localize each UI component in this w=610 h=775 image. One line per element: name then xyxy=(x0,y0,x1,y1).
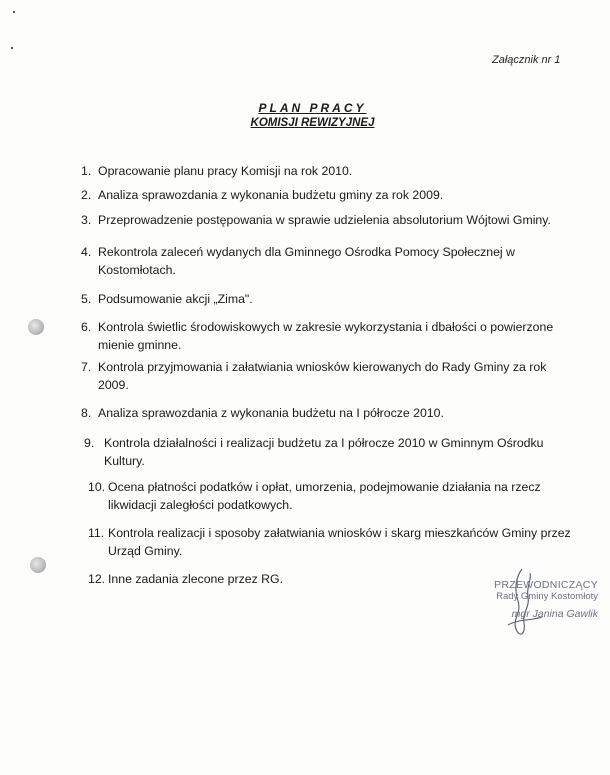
item-text: Podsumowanie akcji „Zima". xyxy=(98,292,253,306)
item-text: Kontrola działalności i realizacji budżetu za I półrocze 2010 w Gminnym Ośrodku Kultury. xyxy=(104,436,544,468)
item-text: Kontrola realizacji i sposoby załatwiania wniosków i skarg mieszkańców Gminy przez Urząd Gminy. xyxy=(108,526,571,558)
binder-hole xyxy=(28,319,44,335)
scan-speck xyxy=(13,11,15,13)
list-item xyxy=(78,290,578,308)
item-number: 6. xyxy=(81,320,92,334)
item-number: 2. xyxy=(81,188,92,202)
item-text: Kontrola świetlic środowiskowych w zakresie wykorzystania i dbałości o powierzone mienie gminne. xyxy=(98,320,554,352)
item-text: Analiza sprawozdania z wykonania budżetu gminy za rok 2009. xyxy=(98,188,444,202)
list-item xyxy=(78,434,558,470)
item-text: Ocena płatności podatków i opłat, umorzenia, podejmowanie działania na rzecz likwidacji zaległości podatkowych. xyxy=(108,480,541,512)
list-item xyxy=(78,524,578,560)
signature-stamp xyxy=(478,579,598,623)
scan-speck xyxy=(11,47,13,49)
list-item xyxy=(78,358,548,394)
title-komisji: KOMISJI REWIZYJNEJ xyxy=(250,117,375,129)
item-number: 3. xyxy=(81,213,92,227)
item-number: 1. xyxy=(81,164,92,178)
list-item xyxy=(78,186,578,204)
item-number: 12. xyxy=(88,572,106,586)
item-number: 5. xyxy=(81,292,92,306)
item-number: 11. xyxy=(88,526,105,540)
item-number: 7. xyxy=(81,360,92,374)
list-item xyxy=(78,318,578,354)
list-item xyxy=(78,243,538,279)
item-text: Rekontrola zaleceń wydanych dla Gminnego Ośrodka Pomocy Społecznej w Kostomłotach. xyxy=(98,245,515,277)
item-text: Kontrola przyjmowania i załatwiania wniosków kierowanych do Rady Gminy za rok 2009. xyxy=(98,360,547,392)
binder-hole xyxy=(30,557,46,573)
document-title xyxy=(180,100,445,130)
item-number: 8. xyxy=(81,406,92,420)
item-text: Analiza sprawozdania z wykonania budżetu na I półrocze 2010. xyxy=(98,406,444,420)
title-plan-pracy: PLAN PRACY xyxy=(258,101,367,115)
signature-name: mgr Janina Gawlik xyxy=(511,608,598,620)
signature-org: Rady Gminy Kostomłoty xyxy=(496,591,598,602)
item-text: Opracowanie planu pracy Komisji na rok 2010. xyxy=(98,164,353,178)
signature-title: PRZEWODNICZĄCY xyxy=(494,579,598,591)
list-item xyxy=(78,162,578,180)
list-item xyxy=(78,404,578,422)
item-number: 10. xyxy=(88,480,106,494)
item-number: 4. xyxy=(81,245,92,259)
item-number: 9. xyxy=(84,436,95,450)
list-item xyxy=(78,211,578,229)
attachment-label: Załącznik nr 1 xyxy=(492,54,561,66)
list-item xyxy=(78,478,553,514)
item-text: Przeprowadzenie postępowania w sprawie udzielenia absolutorium Wójtowi Gminy. xyxy=(98,213,551,227)
item-text: Inne zadania zlecone przez RG. xyxy=(108,572,283,586)
